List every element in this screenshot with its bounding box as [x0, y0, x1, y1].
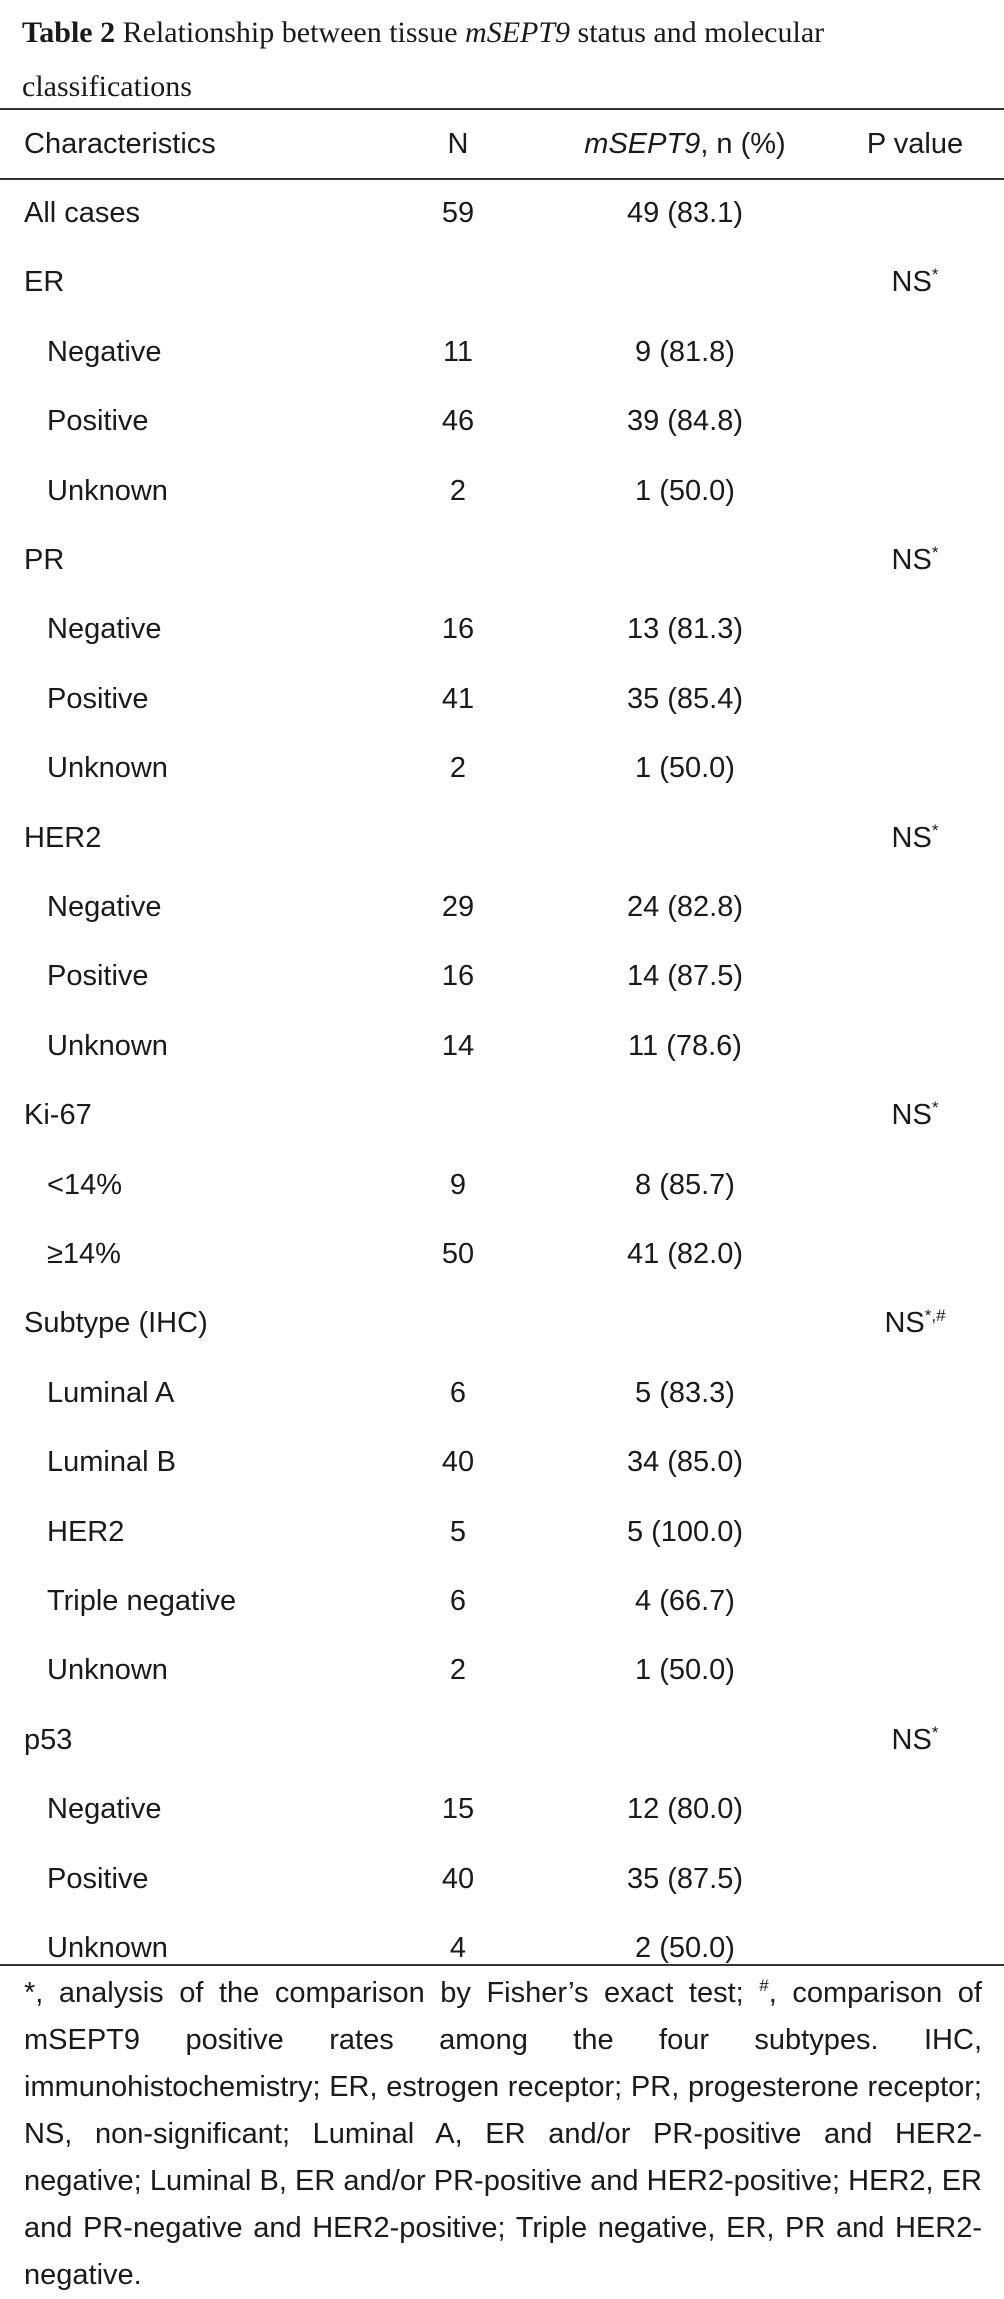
header-msept9-gene: mSEPT9 — [584, 128, 701, 160]
table-caption — [22, 6, 982, 114]
row-msept9 — [540, 942, 830, 1010]
table-row — [0, 804, 1004, 872]
row-characteristic — [24, 179, 140, 247]
row-characteristic — [47, 1359, 174, 1427]
row-msept9 — [540, 1012, 830, 1080]
row-characteristic — [47, 1775, 161, 1843]
row-characteristic-text: p53 — [24, 1723, 73, 1756]
table-row — [0, 665, 1004, 733]
row-msept9 — [540, 1636, 830, 1704]
row-msept9-text: 2 (50.0) — [635, 1932, 735, 1964]
row-n-text: 2 — [449, 1654, 467, 1687]
row-characteristic-text: Subtype (IHC) — [24, 1307, 208, 1340]
row-msept9 — [540, 1220, 830, 1288]
row-n — [398, 873, 518, 941]
row-n — [398, 1220, 518, 1288]
row-n-text: 14 — [441, 1029, 475, 1062]
row-characteristic-text: Unknown — [47, 1029, 168, 1062]
row-p-value-text: NS — [891, 1099, 932, 1132]
table-row — [0, 1636, 1004, 1704]
row-characteristic-text: HER2 — [24, 821, 102, 854]
table-row — [0, 1706, 1004, 1774]
row-n — [398, 665, 518, 733]
row-n — [398, 1012, 518, 1080]
table-row — [0, 1428, 1004, 1496]
row-characteristic-text: Negative — [47, 613, 162, 646]
table-row — [0, 1359, 1004, 1427]
row-msept9 — [540, 1498, 830, 1566]
header-msept9 — [540, 110, 830, 178]
row-characteristic-text: PR — [24, 544, 65, 576]
row-msept9 — [540, 873, 830, 941]
row-characteristic — [24, 804, 101, 872]
p-value-superscript: * — [931, 1098, 939, 1118]
row-characteristic-text: Positive — [47, 405, 149, 438]
row-characteristic-text: Negative — [47, 891, 162, 923]
row-p-value-text: NS — [891, 1723, 932, 1756]
row-n — [398, 942, 518, 1010]
row-msept9-text: 8 (85.7) — [635, 1168, 735, 1201]
row-msept9-text: 5 (100.0) — [626, 1515, 744, 1548]
row-p-value-text: NS — [891, 821, 932, 854]
table-row — [0, 179, 1004, 247]
row-characteristic — [47, 1498, 124, 1566]
row-msept9-text: 13 (81.3) — [626, 613, 744, 646]
row-n — [398, 1567, 518, 1635]
table-row — [0, 942, 1004, 1010]
row-characteristic-text: Luminal A — [47, 1376, 175, 1409]
row-characteristic — [47, 457, 168, 525]
caption-gene: mSEPT9 — [465, 16, 571, 49]
row-characteristic-text: Negative — [47, 335, 162, 368]
row-p-value — [850, 1706, 980, 1774]
row-characteristic-text: Unknown — [47, 1654, 168, 1687]
row-characteristic — [24, 526, 64, 594]
row-n — [398, 1775, 518, 1843]
table-row — [0, 387, 1004, 455]
table-row — [0, 1498, 1004, 1566]
footnote-part1: , analysis of the comparison by Fisher’s exact test; — [35, 1977, 760, 2009]
table-row — [0, 526, 1004, 594]
row-n-text: 16 — [441, 960, 475, 993]
row-msept9-text: 41 (82.0) — [626, 1238, 744, 1270]
row-msept9 — [540, 387, 830, 455]
p-value-superscript: * — [931, 265, 939, 285]
row-characteristic-text: All cases — [24, 197, 141, 229]
row-msept9-text: 4 (66.7) — [635, 1585, 735, 1617]
row-msept9 — [540, 734, 830, 802]
row-characteristic — [24, 248, 64, 316]
row-n — [398, 457, 518, 525]
row-characteristic-text: Negative — [47, 1793, 162, 1826]
row-characteristic-text: Positive — [47, 682, 149, 715]
row-p-value — [850, 1081, 980, 1149]
row-msept9-text: 5 (83.3) — [635, 1376, 735, 1409]
row-msept9 — [540, 1359, 830, 1427]
row-msept9-text: 24 (82.8) — [626, 891, 744, 923]
row-characteristic-text: ≥14% — [47, 1238, 121, 1270]
row-msept9-text: 34 (85.0) — [626, 1446, 744, 1479]
row-n — [398, 318, 518, 386]
row-characteristic-text: Unknown — [47, 752, 168, 785]
row-n — [398, 179, 518, 247]
row-msept9 — [540, 665, 830, 733]
row-characteristic-text: <14% — [47, 1168, 122, 1201]
table-row — [0, 595, 1004, 663]
row-n — [398, 1428, 518, 1496]
row-msept9-text: 35 (87.5) — [626, 1862, 744, 1895]
row-n — [398, 1151, 518, 1219]
table-row — [0, 318, 1004, 386]
table-row — [0, 734, 1004, 802]
row-n — [398, 1845, 518, 1913]
p-value-superscript: * — [931, 820, 939, 840]
row-n-text: 2 — [449, 474, 467, 507]
header-p-value: P value — [866, 128, 964, 160]
p-value-superscript: * — [931, 1722, 939, 1742]
row-n-text: 2 — [449, 752, 467, 785]
table-row — [0, 1845, 1004, 1913]
row-msept9-text: 1 (50.0) — [635, 1654, 735, 1687]
row-characteristic-text: ER — [24, 266, 65, 299]
row-p-value-text: NS — [884, 1307, 925, 1340]
footnote-star: * — [24, 1977, 36, 2009]
row-p-value — [850, 526, 980, 594]
table-label: Table 2 — [22, 16, 116, 49]
row-msept9 — [540, 457, 830, 525]
table-row — [0, 873, 1004, 941]
row-n — [398, 1498, 518, 1566]
row-msept9 — [540, 1775, 830, 1843]
row-msept9 — [540, 1428, 830, 1496]
row-characteristic-text: Positive — [47, 960, 149, 993]
row-n — [398, 734, 518, 802]
row-p-value — [850, 248, 980, 316]
p-value-superscript: * — [931, 543, 939, 562]
table-row — [0, 457, 1004, 525]
row-characteristic — [24, 1289, 208, 1357]
table-row — [0, 1012, 1004, 1080]
row-n — [398, 595, 518, 663]
row-characteristic-text: Luminal B — [47, 1446, 176, 1479]
footnote-hash: # — [759, 1976, 769, 1995]
row-n-text: 41 — [441, 682, 475, 715]
row-n-text: 6 — [449, 1585, 467, 1617]
row-p-value-text: NS — [891, 544, 932, 576]
row-msept9-text: 12 (80.0) — [626, 1793, 744, 1826]
bottom-rule — [0, 1964, 1004, 1966]
row-n-text: 15 — [441, 1793, 475, 1826]
row-msept9-text: 1 (50.0) — [635, 474, 735, 507]
row-characteristic-text: Unknown — [47, 474, 168, 507]
row-characteristic — [47, 1012, 168, 1080]
header-characteristics: Characteristics — [24, 128, 216, 160]
row-characteristic-text: Ki-67 — [24, 1099, 92, 1132]
row-characteristic — [24, 1706, 72, 1774]
row-msept9 — [540, 179, 830, 247]
row-p-value-text: NS — [891, 266, 932, 299]
row-n — [398, 1636, 518, 1704]
row-characteristic-text: Positive — [47, 1862, 149, 1895]
row-msept9-text: 11 (78.6) — [628, 1029, 742, 1062]
row-characteristic — [47, 1151, 122, 1219]
row-n-text: 6 — [449, 1376, 467, 1409]
row-n-text: 40 — [441, 1446, 475, 1479]
row-characteristic — [47, 1845, 149, 1913]
row-n-text: 46 — [441, 405, 475, 438]
table-row — [0, 1151, 1004, 1219]
row-msept9 — [540, 1845, 830, 1913]
row-msept9 — [540, 318, 830, 386]
row-msept9-text: 14 (87.5) — [626, 960, 744, 993]
row-msept9-text: 1 (50.0) — [635, 752, 735, 785]
row-msept9 — [540, 595, 830, 663]
row-characteristic — [47, 873, 161, 941]
row-characteristic — [47, 1567, 236, 1635]
row-characteristic — [47, 942, 149, 1010]
table-row — [0, 1289, 1004, 1357]
caption-text-before: Relationship between tissue — [115, 16, 466, 49]
row-n-text: 16 — [441, 613, 475, 646]
table-footnote — [24, 1970, 982, 2299]
row-n-text: 59 — [441, 197, 475, 229]
row-characteristic — [47, 387, 149, 455]
row-characteristic — [24, 1081, 92, 1149]
row-n-text: 4 — [449, 1932, 467, 1964]
caption-text-after: status and molecular classifications — [22, 16, 825, 103]
row-msept9-text: 9 (81.8) — [635, 335, 735, 368]
row-characteristic — [47, 595, 161, 663]
header-msept9-unit: , n (%) — [700, 128, 786, 160]
row-msept9-text: 49 (83.1) — [626, 197, 744, 229]
row-characteristic-text: Unknown — [47, 1932, 168, 1964]
row-characteristic-text: Triple negative — [47, 1585, 237, 1617]
row-n-text: 9 — [449, 1168, 467, 1201]
table-row — [0, 1220, 1004, 1288]
table-row — [0, 1081, 1004, 1149]
row-p-value — [850, 804, 980, 872]
header-n: N — [447, 128, 469, 160]
table-row — [0, 1775, 1004, 1843]
row-n-text: 29 — [441, 891, 475, 923]
p-value-superscript: *,# — [924, 1306, 946, 1326]
row-n-text: 50 — [441, 1238, 475, 1270]
row-characteristic — [47, 1636, 168, 1704]
row-characteristic — [47, 1428, 176, 1496]
row-characteristic — [47, 1220, 121, 1288]
table-header-row — [0, 110, 1004, 178]
row-n — [398, 1359, 518, 1427]
row-characteristic-text: HER2 — [47, 1515, 125, 1548]
row-n-text: 11 — [442, 335, 474, 368]
row-msept9 — [540, 1567, 830, 1635]
row-n-text: 40 — [441, 1862, 475, 1895]
row-msept9-text: 35 (85.4) — [626, 682, 744, 715]
row-msept9 — [540, 1151, 830, 1219]
row-n — [398, 387, 518, 455]
table-row — [0, 1567, 1004, 1635]
row-msept9-text: 39 (84.8) — [626, 405, 744, 438]
row-p-value — [850, 1289, 980, 1357]
row-characteristic — [47, 734, 168, 802]
row-characteristic — [47, 318, 161, 386]
table-row — [0, 248, 1004, 316]
row-n-text: 5 — [449, 1515, 467, 1548]
row-characteristic — [47, 665, 149, 733]
footnote-part2: , comparison of mSEPT9 positive rates among the four subtypes. IHC, immunohistochemistry; ER, estrogen receptor; PR, progesterone receptor; NS, non-significant; Luminal A, ER and/or PR-positive and HER2-negative; Luminal B, ER and/or PR-positive and HER2-positive; HER2, ER and PR-negative and HER2-positive; Triple negative, ER, PR and HER2-negative. — [24, 1977, 982, 2291]
